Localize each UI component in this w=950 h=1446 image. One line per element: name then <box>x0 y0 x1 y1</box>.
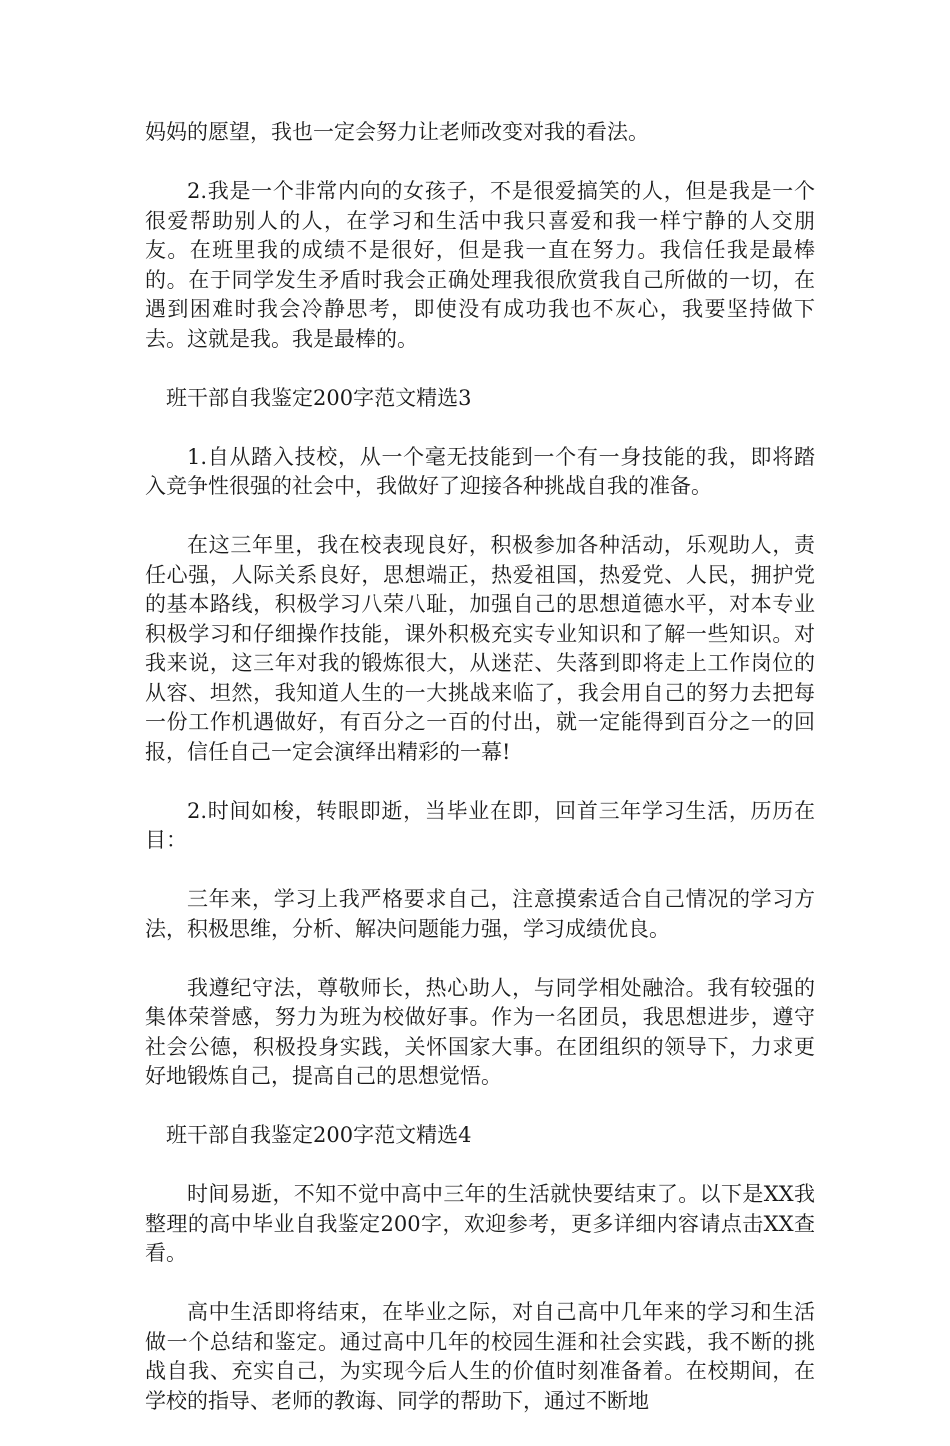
paragraph: 在这三年里，我在校表现良好，积极参加各种活动，乐观助人，责任心强，人际关系良好，思想端正，热爱祖国，热爱党、人民，拥护党的基本路线，积极学习八荣八耻，加强自己的思想道德水平，对本专业积极学习和仔细操作技能，课外积极充实专业知识和了解一些知识。对我来说，这三年对我的锻炼很大，从迷茫、失落到即将走上工作岗位的从容、坦然，我知道人生的一大挑战来临了，我会用自己的努力去把每一份工作机遇做好，有百分之一百的付出，就一定能得到百分之一的回报，信任自己一定会演绎出精彩的一幕! <box>145 533 815 764</box>
section-heading: 班干部自我鉴定200字范文精选3 <box>166 385 472 410</box>
paragraph: 高中生活即将结束，在毕业之际，对自己高中几年来的学习和生活做一个总结和鉴定。通过高中几年的校园生涯和社会实践，我不断的挑战自我、充实自己，为实现今后人生的价值时刻准备着。在校期间，在学校的指导、老师的教诲、同学的帮助下，通过不断地 <box>145 1300 815 1413</box>
paragraph: 1.自从踏入技校，从一个毫无技能到一个有一身技能的我，即将踏入竞争性很强的社会中，我做好了迎接各种挑战自我的准备。 <box>145 444 815 498</box>
paragraph: 妈妈的愿望，我也一定会努力让老师改变对我的看法。 <box>145 120 649 144</box>
paragraph: 我遵纪守法，尊敬师长，热心助人，与同学相处融洽。我有较强的集体荣誉感，努力为班为校做好事。作为一名团员，我思想进步，遵守社会公德，积极投身实践，关怀国家大事。在团组织的领导下，力求更好地锻炼自己，提高自己的思想觉悟。 <box>145 975 815 1088</box>
paragraph: 时间易逝，不知不觉中高中三年的生活就快要结束了。以下是XX我整理的高中毕业自我鉴定200字，欢迎参考，更多详细内容请点击XX查看。 <box>145 1182 815 1265</box>
document-page <box>145 118 815 1446</box>
paragraph: 三年来，学习上我严格要求自己，注意摸索适合自己情况的学习方法，积极思维，分析、解决问题能力强，学习成绩优良。 <box>145 887 815 941</box>
section-heading: 班干部自我鉴定200字范文精选4 <box>166 1123 472 1147</box>
paragraph: 2.时间如梭，转眼即逝，当毕业在即，回首三年学习生活，历历在目： <box>145 798 815 852</box>
paragraph: 2.我是一个非常内向的女孩子，不是很爱搞笑的人，但是我是一个很爱帮助别人的人，在学习和生活中我只喜爱和我一样宁静的人交朋友。在班里我的成绩不是很好，但是我一直在努力。我信任我是最棒的。在于同学发生矛盾时我会正确处理我很欣赏我自己所做的一切，在遇到困难时我会冷静思考，即使没有成功我也不灰心，我要坚持做下去。这就是我。我是最棒的。 <box>145 179 815 351</box>
